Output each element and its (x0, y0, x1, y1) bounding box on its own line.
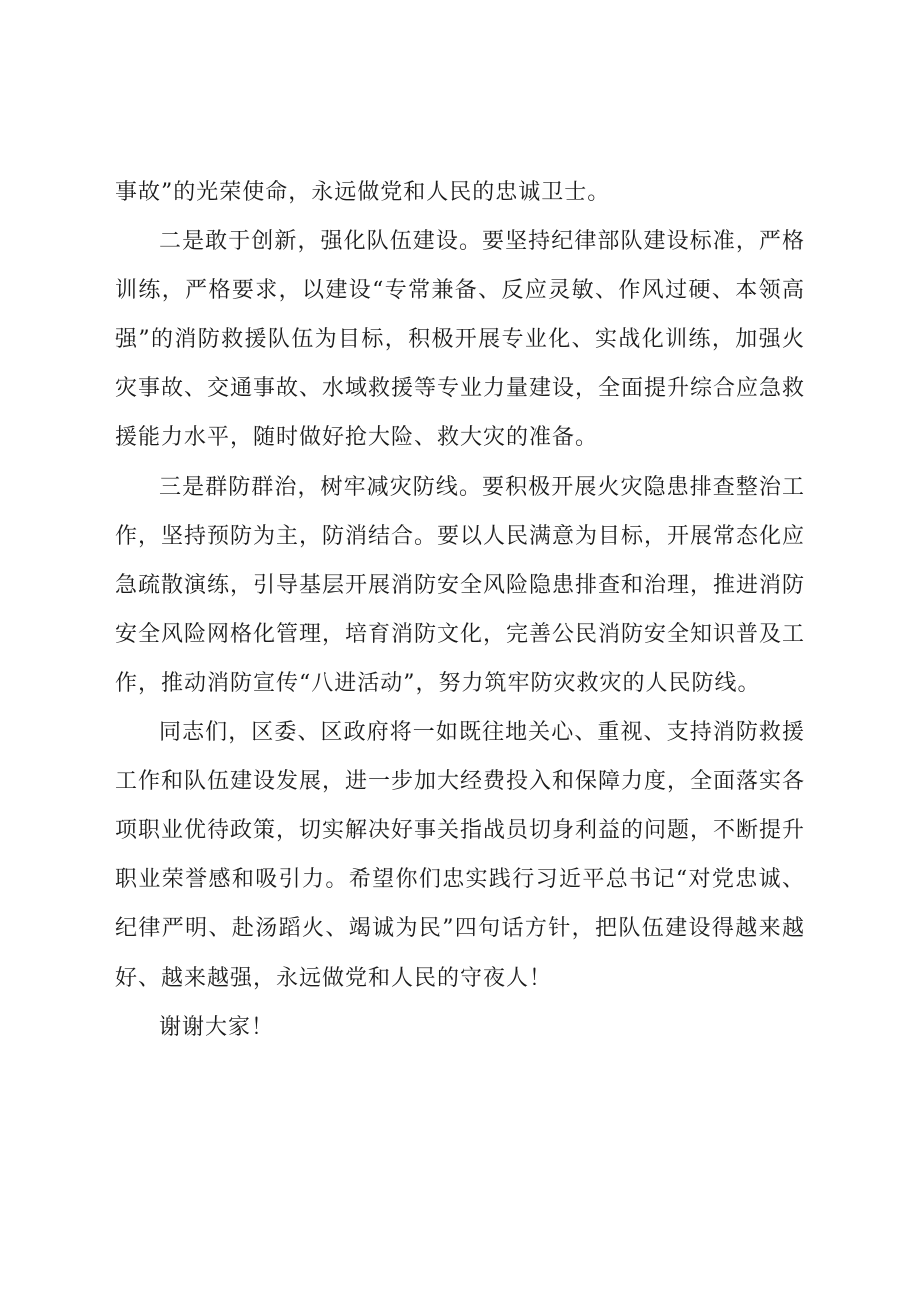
paragraph-comrades: 同志们，区委、区政府将一如既往地关心、重视、支持消防救援工作和队伍建设发展，进一步加大经费投入和保障力度，全面落实各项职业优待政策，切实解决好事关指战员切身利益的问题，不断提升职业荣誉感和吸引力。希望你们忠实践行习近平总书记“对党忠诚、纪律严明、赴汤蹈火、竭诚为民”四句话方针，把队伍建设得越来越好、越来越强，永远做党和人民的守夜人！ (115, 720, 806, 991)
paragraph-continuation: 事故”的光荣使命，永远做党和人民的忠诚卫士。 (115, 180, 611, 205)
paragraph-disaster-prevention: 三是群防群治，树牢减灾防线。要积极开展火灾隐患排查整治工作，坚持预防为主，防消结合。要以人民满意为目标，开展常态化应急疏散演练，引导基层开展消防安全风险隐患排查和治理，推进消防安全风险网格化管理，培育消防文化，完善公民消防安全知识普及工作，推动消防宣传“八进活动”，努力筑牢防灾救灾的人民防线。 (115, 474, 806, 696)
paragraph-team-building: 二是敢于创新，强化队伍建设。要坚持纪律部队建设标准，严格训练，严格要求，以建设“专常兼备、反应灵敏、作风过硬、本领高强”的消防救援队伍为目标，积极开展专业化、实战化训练，加强火灾事故、交通事故、水域救援等专业力量建设，全面提升综合应急救援能力水平，随时做好抢大险、救大灾的准备。 (115, 229, 806, 451)
document-body (115, 168, 805, 1052)
paragraph-thanks: 谢谢大家！ (159, 1014, 275, 1040)
